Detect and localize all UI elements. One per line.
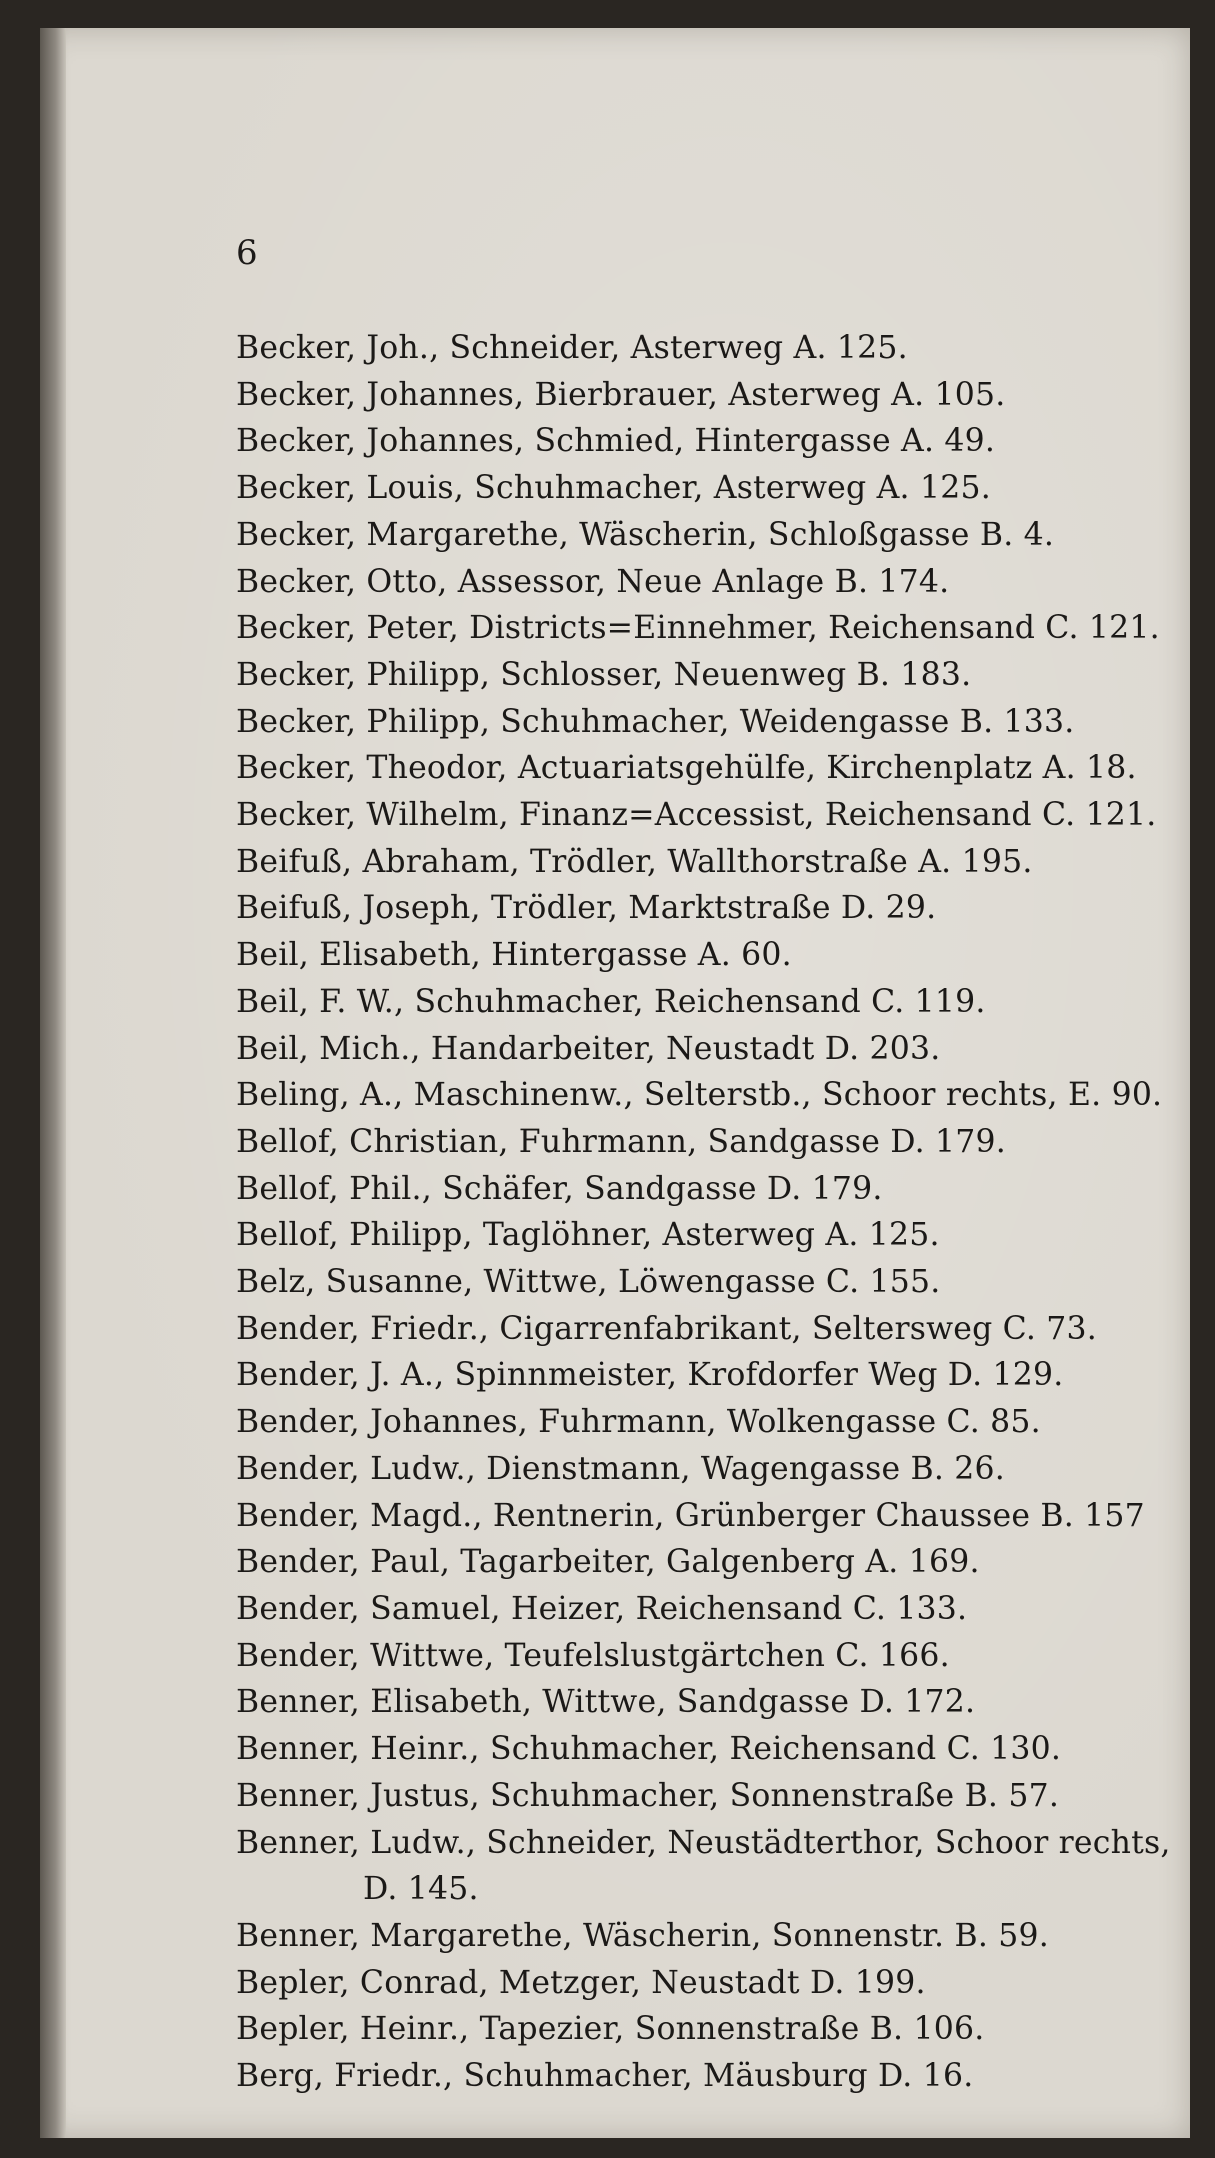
entry-text: Beil, Mich., Handarbeiter, Neustadt D. 203. (236, 1030, 941, 1067)
directory-entry (236, 1773, 1215, 1820)
entry-continuation: D. 145. (363, 1871, 479, 1908)
directory-entry (236, 1726, 1215, 1773)
entry-text: Bender, J. A., Spinnmeister, Krofdorfer Weg D. 129. (236, 1357, 1064, 1394)
directory-entries (236, 325, 1215, 2100)
entry-text: Belz, Susanne, Wittwe, Löwengasse C. 155. (236, 1264, 941, 1301)
directory-entry (236, 512, 1215, 559)
directory-entry (236, 1352, 1215, 1399)
directory-entry (236, 1026, 1215, 1073)
entry-text: Bender, Wittwe, Teufelslustgärtchen C. 166. (236, 1637, 950, 1674)
directory-entry (236, 792, 1215, 839)
directory-entry (236, 652, 1215, 699)
entry-text: Becker, Johannes, Schmied, Hintergasse A. 49. (236, 423, 996, 460)
directory-entry (236, 1259, 1215, 1306)
entry-text: Becker, Theodor, Actuariatsgehülfe, Kirchenplatz A. 18. (236, 750, 1137, 787)
entry-text: Bender, Ludw., Dienstmann, Wagengasse B. 26. (236, 1450, 1005, 1487)
entry-text: Bender, Magd., Rentnerin, Grünberger Chaussee B. 157 (236, 1497, 1145, 1534)
directory-entry (236, 325, 1215, 372)
directory-entry (236, 1446, 1215, 1493)
entry-text: Benner, Ludw., Schneider, Neustädterthor, Schoor rechts, (236, 1824, 1171, 1861)
directory-entry (236, 465, 1215, 512)
directory-entry (236, 559, 1215, 606)
entry-text: Bellof, Phil., Schäfer, Sandgasse D. 179. (236, 1170, 883, 1207)
entry-text: Becker, Philipp, Schlosser, Neuenweg B. 183. (236, 656, 972, 693)
book-page (40, 28, 1190, 2138)
directory-entry (236, 1493, 1215, 1540)
directory-entry (236, 1820, 1215, 1913)
directory-entry (236, 1119, 1215, 1166)
directory-entry (236, 2006, 1215, 2053)
page-number: 6 (236, 233, 258, 273)
directory-entry (236, 745, 1215, 792)
entry-text: Bellof, Philipp, Taglöhner, Asterweg A. 125. (236, 1217, 940, 1254)
directory-entry (236, 1679, 1215, 1726)
directory-entry (236, 932, 1215, 979)
entry-text: Becker, Wilhelm, Finanz=Accessist, Reichensand C. 121. (236, 797, 1157, 834)
directory-entry (236, 699, 1215, 746)
directory-entry (236, 1166, 1215, 1213)
entry-text: Becker, Philipp, Schuhmacher, Weidengasse B. 133. (236, 703, 1075, 740)
directory-entry (236, 1586, 1215, 1633)
entry-text: Bender, Paul, Tagarbeiter, Galgenberg A. 169. (236, 1544, 980, 1581)
directory-entry (236, 1306, 1215, 1353)
directory-entry (236, 418, 1215, 465)
entry-text: Bender, Samuel, Heizer, Reichensand C. 133. (236, 1590, 968, 1627)
directory-entry (236, 2053, 1215, 2100)
entry-text: Beil, Elisabeth, Hintergasse A. 60. (236, 937, 792, 974)
entry-text: Bellof, Christian, Fuhrmann, Sandgasse D. 179. (236, 1123, 1006, 1160)
entry-text: Becker, Louis, Schuhmacher, Asterweg A. 125. (236, 470, 991, 507)
directory-entry (236, 1212, 1215, 1259)
entry-text: Beifuß, Abraham, Trödler, Wallthorstraße A. 195. (236, 843, 1033, 880)
entry-text: Beil, F. W., Schuhmacher, Reichensand C. 119. (236, 983, 986, 1020)
directory-entry (236, 979, 1215, 1026)
entry-text: Beling, A., Maschinenw., Selterstb., Schoor rechts, E. 90. (236, 1077, 1163, 1114)
entry-text: Bepler, Conrad, Metzger, Neustadt D. 199. (236, 1964, 926, 2001)
page-spine-shadow (40, 28, 66, 2138)
entry-text: Bepler, Heinr., Tapezier, Sonnenstraße B. 106. (236, 2011, 985, 2048)
directory-entry (236, 605, 1215, 652)
entry-text: Becker, Otto, Assessor, Neue Anlage B. 174. (236, 563, 950, 600)
directory-entry (236, 372, 1215, 419)
entry-text: Bender, Johannes, Fuhrmann, Wolkengasse C. 85. (236, 1404, 1041, 1441)
directory-entry (236, 1913, 1215, 1960)
entry-text: Becker, Johannes, Bierbrauer, Asterweg A. 105. (236, 376, 1006, 413)
directory-entry (236, 1633, 1215, 1680)
entry-text: Benner, Elisabeth, Wittwe, Sandgasse D. 172. (236, 1684, 976, 1721)
directory-entry (236, 885, 1215, 932)
entry-text: Beifuß, Joseph, Trödler, Marktstraße D. 29. (236, 890, 937, 927)
entry-text: Becker, Joh., Schneider, Asterweg A. 125. (236, 330, 908, 366)
entry-text: Berg, Friedr., Schuhmacher, Mäusburg D. 16. (236, 2058, 974, 2095)
entry-text: Benner, Justus, Schuhmacher, Sonnenstraße B. 57. (236, 1777, 1060, 1814)
directory-entry (236, 1399, 1215, 1446)
directory-entry (236, 1960, 1215, 2007)
directory-entry (236, 839, 1215, 886)
entry-text: Benner, Heinr., Schuhmacher, Reichensand C. 130. (236, 1731, 1062, 1768)
directory-entry (236, 1072, 1215, 1119)
entry-text: Benner, Margarethe, Wäscherin, Sonnenstr. B. 59. (236, 1917, 1049, 1954)
entry-text: Becker, Peter, Districts=Einnehmer, Reichensand C. 121. (236, 610, 1160, 647)
directory-entry (236, 1539, 1215, 1586)
entry-text: Bender, Friedr., Cigarrenfabrikant, Seltersweg C. 73. (236, 1310, 1097, 1347)
entry-text: Becker, Margarethe, Wäscherin, Schloßgasse B. 4. (236, 516, 1055, 553)
